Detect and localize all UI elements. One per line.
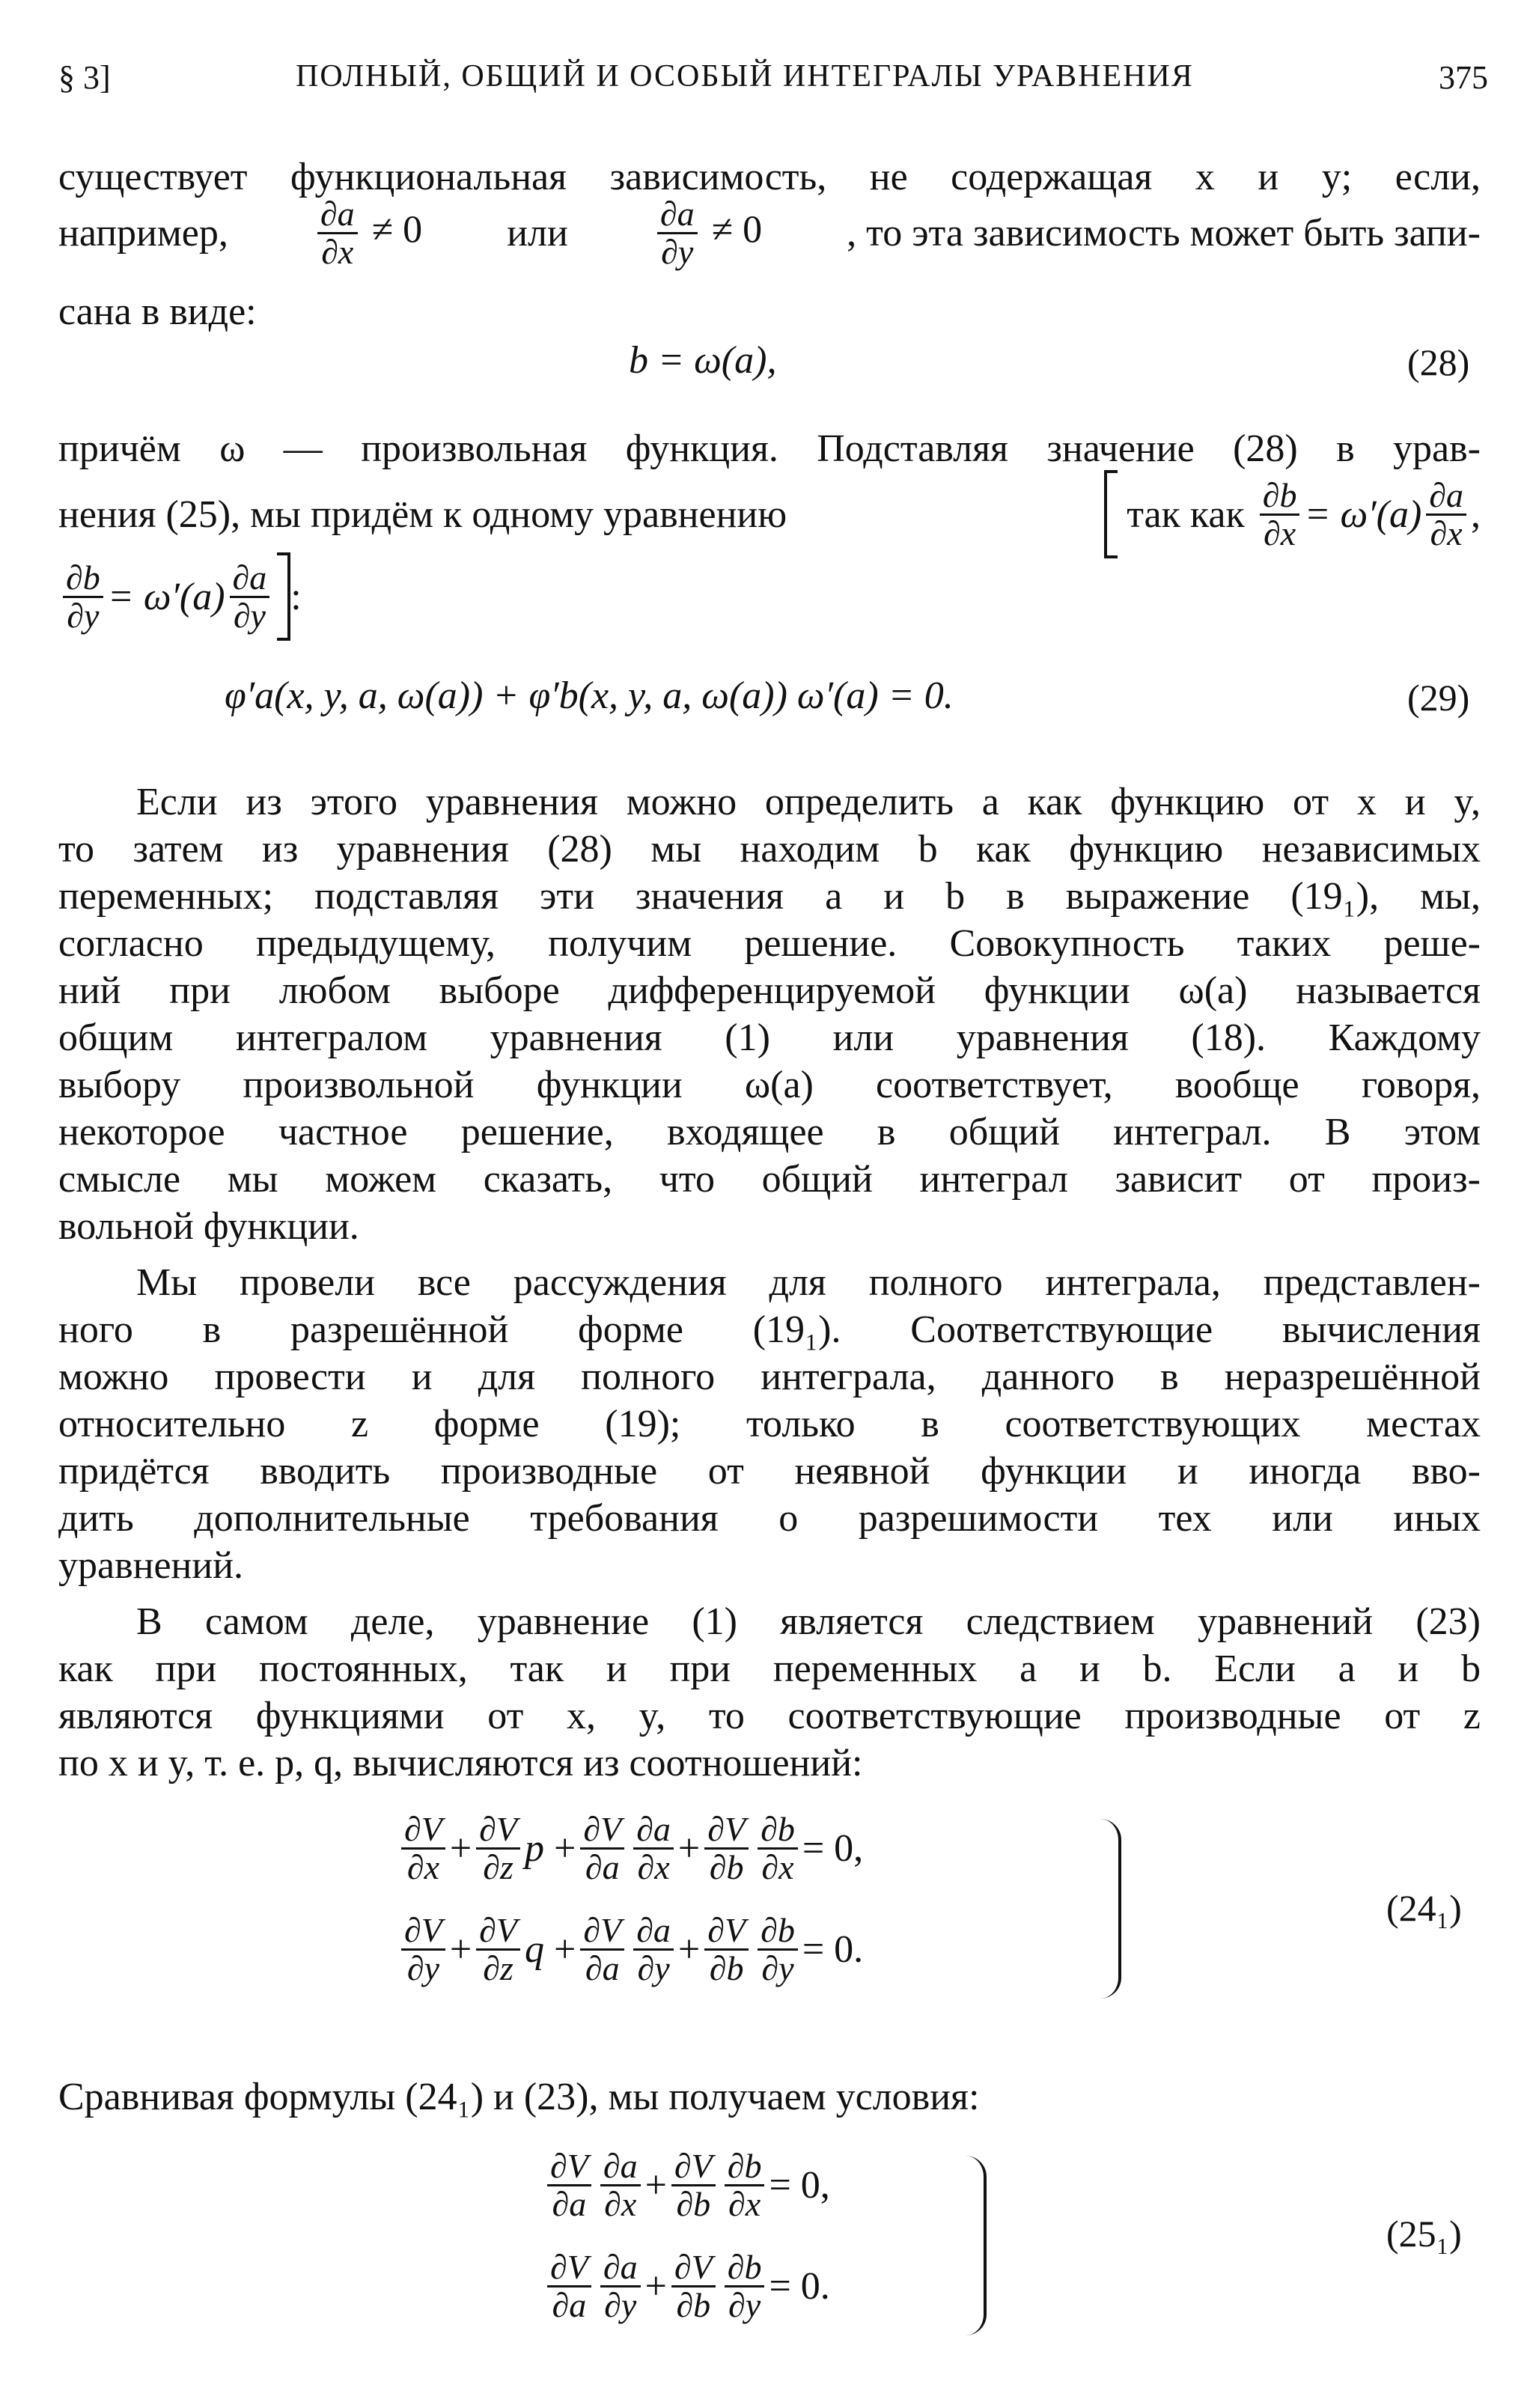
para3-line: выбору произвольной функции ω(a) соответствует, вообще говоря,: [58, 1064, 1481, 1106]
para5-line: по x и y, т. е. p, q, вычисляются из соотношений:: [58, 1742, 863, 1784]
equation-29-label: (29): [1407, 677, 1470, 719]
equation-25-1-label: (25₁): [1386, 2213, 1462, 2255]
omega-prime-2: = ω′(a): [107, 575, 225, 618]
para2-line3: $\frac{\partial b}{\partial y}$ = ω′(a) $\frac{\partial a}{\partial y}$ :: [58, 552, 302, 641]
para3-line: вольной функции.: [58, 1205, 359, 1248]
para6-line: Сравнивая формулы (24₁) и (23), мы получаем условия:: [58, 2076, 980, 2118]
equation-25-1-brace: [966, 2156, 987, 2335]
section-number: § 3]: [58, 59, 111, 96]
para5-line: являются функциями от x, y, то соответствующие производные от z: [58, 1695, 1481, 1737]
para2-line1: причём ω — произвольная функция. Подставляя значение (28) в урав-: [58, 427, 1481, 470]
para4-line: дить дополнительные требования о разрешимости тех или иных: [58, 1497, 1481, 1540]
inequality-2: $\frac{\partial a}{\partial y}$ ≠ 0: [653, 196, 762, 270]
equation-25-1-end1: = 0,: [769, 2164, 830, 2207]
equation-24-1-row2: $\frac{\partial V}{\partial y}$ + $\frac{\partial V}{\partial z}$ q + $\frac{\partial V}{\partial a}$ $\frac{\partial a}{\partial y}$ + $\frac{\partial V}{\partial b}$ $\frac{\partial b}{\partial y}$ = 0.: [397, 1912, 863, 1987]
para1-line1: существует функциональная зависимость, не содержащая x и y; если,: [58, 156, 1481, 198]
para3-line: общим интегралом уравнения (1) или уравнения (18). Каждому: [58, 1016, 1481, 1059]
para1-line2-mid: или: [507, 212, 568, 254]
para4-line: Мы провели все рассуждения для полного интеграла, представлен-: [136, 1261, 1481, 1304]
bracket-text: так как: [1127, 493, 1245, 536]
para3-line: ний при любом выборе дифференцируемой функции ω(a) называется: [58, 969, 1481, 1012]
para1-line2-post: , то эта зависимость может быть запи-: [847, 212, 1481, 254]
para1-line3: сана в виде:: [58, 290, 257, 333]
para2-line2: [58, 470, 1481, 558]
para3-line: смысле мы можем сказать, что общий интеграл зависит от произ-: [58, 1158, 1481, 1201]
equation-28: b = ω(a),: [629, 339, 777, 382]
para3-line: переменных; подставляя эти значения a и b в выражение (19₁), мы,: [58, 875, 1481, 918]
inequality-1: $\frac{\partial a}{\partial x}$ ≠ 0: [313, 196, 422, 270]
equation-29: φ′a(x, y, a, ω(a)) + φ′b(x, y, a, ω(a)) ω′(a) = 0.: [225, 674, 954, 717]
para4-line: придётся вводить производные от неявной функции и иногда вво-: [58, 1450, 1481, 1493]
equation-24-1-end1: = 0,: [802, 1827, 864, 1870]
para3-line: согласно предыдущему, получим решение. Совокупность таких реше-: [58, 922, 1481, 965]
para4-line: можно провести и для полного интеграла, данного в неразрешённой: [58, 1356, 1481, 1398]
para2-line2-text: нения (25), мы придём к одному уравнению: [58, 493, 787, 536]
para4-line: относительно z форме (19); только в соответствующих местах: [58, 1403, 1481, 1445]
para3-line: то затем из уравнения (28) мы находим b как функцию независимых: [58, 828, 1481, 871]
equation-25-1-end2: = 0.: [769, 2265, 830, 2308]
omega-prime-1: = ω′(a): [1304, 493, 1422, 536]
substitution-bracket: так как $\frac{\partial b}{\partial x}$ = ω′(a) $\frac{\partial a}{\partial x}$ ,: [1104, 470, 1481, 558]
equation-28-label: (28): [1407, 341, 1470, 383]
para5-line: В самом деле, уравнение (1) является следствием уравнений (23): [136, 1600, 1481, 1643]
para4-line: ного в разрешённой форме (19₁). Соответствующие вычисления: [58, 1308, 1481, 1351]
equation-24-1-label: (24₁): [1386, 1887, 1462, 1929]
page-number: 375: [1439, 59, 1488, 96]
running-title: ПОЛНЫЙ, ОБЩИЙ И ОСОБЫЙ ИНТЕГРАЛЫ УРАВНЕНИЯ: [296, 59, 1194, 94]
para5-line: как при постоянных, так и при переменных a и b. Если a и b: [58, 1648, 1481, 1690]
para3-line: Если из этого уравнения можно определить a как функцию от x и y,: [136, 781, 1481, 823]
equation-25-1-row2: $\frac{\partial V}{\partial a}$ $\frac{\partial a}{\partial y}$ + $\frac{\partial V}{\partial b}$ $\frac{\partial b}{\partial y}$ = 0.: [543, 2249, 830, 2323]
para3-line: некоторое частное решение, входящее в общий интеграл. В этом: [58, 1111, 1481, 1153]
para4-line: уравнений.: [58, 1544, 244, 1587]
equation-24-1-brace: [1100, 1819, 1121, 1999]
equation-25-1-row1: $\frac{\partial V}{\partial a}$ $\frac{\partial a}{\partial x}$ + $\frac{\partial V}{\partial b}$ $\frac{\partial b}{\partial x}$ = 0,: [543, 2148, 830, 2222]
para1-line2-pre: например,: [58, 212, 228, 254]
equation-24-1-row1: $\frac{\partial V}{\partial x}$ + $\frac{\partial V}{\partial z}$ p + $\frac{\partial V}{\partial a}$ $\frac{\partial a}{\partial x}$ + $\frac{\partial V}{\partial b}$ $\frac{\partial b}{\partial x}$ = 0,: [397, 1811, 863, 1886]
equation-24-1-end2: = 0.: [802, 1928, 864, 1971]
para1-line2: [58, 196, 1481, 270]
